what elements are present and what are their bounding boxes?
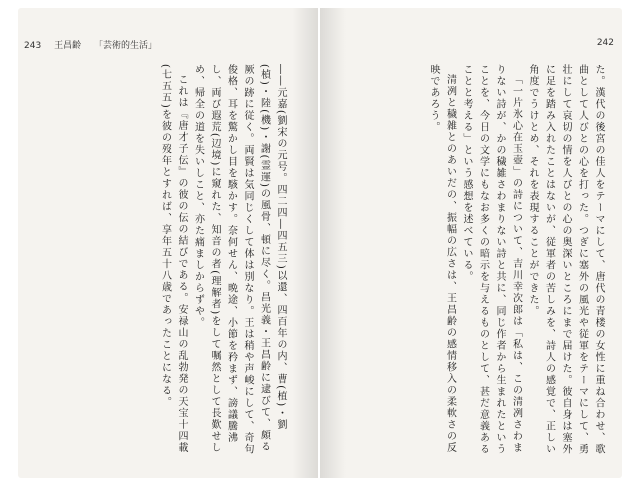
page-number: 242 (596, 38, 614, 48)
running-head-author: 王昌齢 (54, 41, 82, 51)
body-text (328, 64, 606, 456)
page-number: 243 (24, 41, 42, 51)
paragraph: ――元嘉(劉宋の元号。四二四―四五三)以還、四百年の内、曹(植)・劉(楨)・陸(機)・謝(霊運)の風骨、頓に尽く。昌光義・王昌齢に逮びて、頗る厥の跡に従く。両賢は気同じくして体は別なり。王は稍や声峻にして、奇句俊格、耳を驚かし目を駭かす。奈何せん、晩途、小節を矜まず、謗議騰沸し、両び遐荒(辺境)に窺れた、知音の者(理解者)をして嘱然として長歎せしめ、帰全の道を失いしこと、亦た痛ましからずや。 (192, 64, 286, 455)
paragraph: 「一片氷心在玉壺」の詩について、吉川幸次郎は「私は、この清冽さわまりない詩が、かの穢雑さわまりない詩と共に、同じ作者から生まれたということを、今日の文学にもなお多くの暗示を与えるものとして、甚だ意義あることと考える」という感想を述べている。 (461, 64, 522, 455)
right-page (320, 8, 622, 478)
paragraph: これは『唐才子伝』の彼の伝の結びである。安禄山の乱勃発の天宝十四載(七五五)を彼の歿年とすれば、享年五十八歳であったことになる。 (159, 64, 187, 454)
paragraph: 清冽と穢雑とのあいだの、振幅の広さは、王昌齢の感情移入の柔軟さの反映であろう。 (428, 64, 456, 454)
left-page (18, 8, 318, 478)
paragraph: た。漢代の後宮の佳人をテーマにして、唐代の青楼の女性に重ね合わせ、歌曲として人びとの心を打った。つぎに塞外の風光や従軍をテーマにして、勇壮にして哀切の情を人びとの心の奥深いところにまで届けた。彼自身は塞外に足を踏み入れたことはないが、従軍者の苦しみを、詩人の感覚で、正しい角度でうけとめ、それを表現することができた。 (527, 64, 604, 455)
body-text (78, 64, 288, 456)
gutter-shadow (292, 8, 318, 478)
running-head (24, 38, 157, 51)
running-head (597, 38, 614, 48)
running-head-title: 「芸術的生活」 (93, 41, 157, 51)
